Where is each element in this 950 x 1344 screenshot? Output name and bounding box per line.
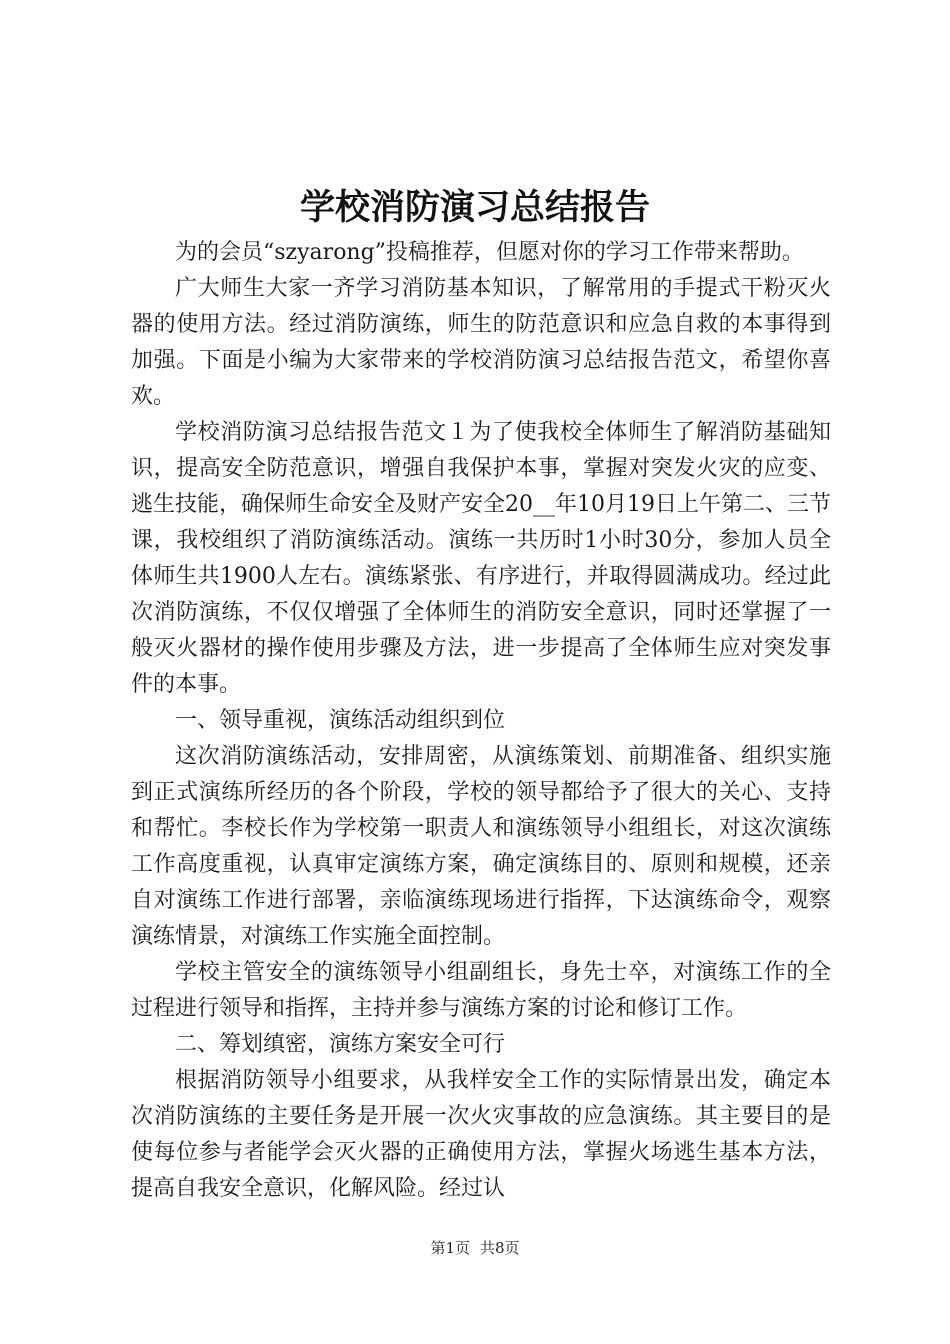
- document-body: [131, 235, 831, 1207]
- document-title: 学校消防演习总结报告: [299, 187, 650, 228]
- section-heading-1: 一、领导重视，演练活动组织到位: [175, 708, 506, 733]
- paragraph-sample-1: 学校消防演习总结报告范文１为了使我校全体师生了解消防基础知识，提高安全防范意识，增强自我保护本事，掌握对突发火灾的应变、逃生技能，确保师生命安全及财产安全20__年10月19日上午第二、三节课，我校组织了消防演练活动。演练一共历时1小时30分，参加人员全体师生共1900人左右。演练紧张、有序进行，并取得圆满成功。经过此次消防演练，不仅仅增强了全体师生的消防安全意识，同时还掌握了一般灭火器材的操作使用步骤及方法，进一步提高了全体师生应对突发事件的本事。: [131, 420, 831, 697]
- paragraph-intro: 为的会员“szyarong”投稿推荐，但愿对你的学习工作带来帮助。: [175, 240, 804, 265]
- page-number: 第1页: [430, 1239, 470, 1257]
- page-footer: [0, 1238, 950, 1258]
- section-heading-2: 二、筹划缜密，演练方案安全可行: [175, 1032, 506, 1057]
- paragraph-plan: 根据消防领导小组要求，从我样安全工作的实际情景出发，确定本次消防演练的主要任务是开展一次火灾事故的应急演练。其主要目的是使每位参与者能学会灭火器的正确使用方法，掌握火场逃生基本方法，提高自我安全意识，化解风险。经过认: [131, 1068, 831, 1201]
- paragraph-deputy: 学校主管安全的演练领导小组副组长，身先士卒，对演练工作的全过程进行领导和指挥，主持并参与演练方案的讨论和修订工作。: [131, 960, 831, 1021]
- paragraph-leadership: 这次消防演练活动，安排周密，从演练策划、前期准备、组织实施到正式演练所经历的各个阶段，学校的领导都给予了很大的关心、支持和帮忙。李校长作为学校第一职责人和演练领导小组组长，对这次演练工作高度重视，认真审定演练方案，确定演练目的、原则和规模，还亲自对演练工作进行部署，亲临演练现场进行指挥，下达演练命令，观察演练情景，对演练工作实施全面控制。: [131, 744, 831, 949]
- paragraph-summary: 广大师生大家一齐学习消防基本知识，了解常用的手提式干粉灭火器的使用方法。经过消防演练，师生的防范意识和应急自救的本事得到加强。下面是小编为大家带来的学校消防演习总结报告范文，希望你喜欢。: [131, 276, 831, 409]
- page-total: 共8页: [480, 1239, 520, 1257]
